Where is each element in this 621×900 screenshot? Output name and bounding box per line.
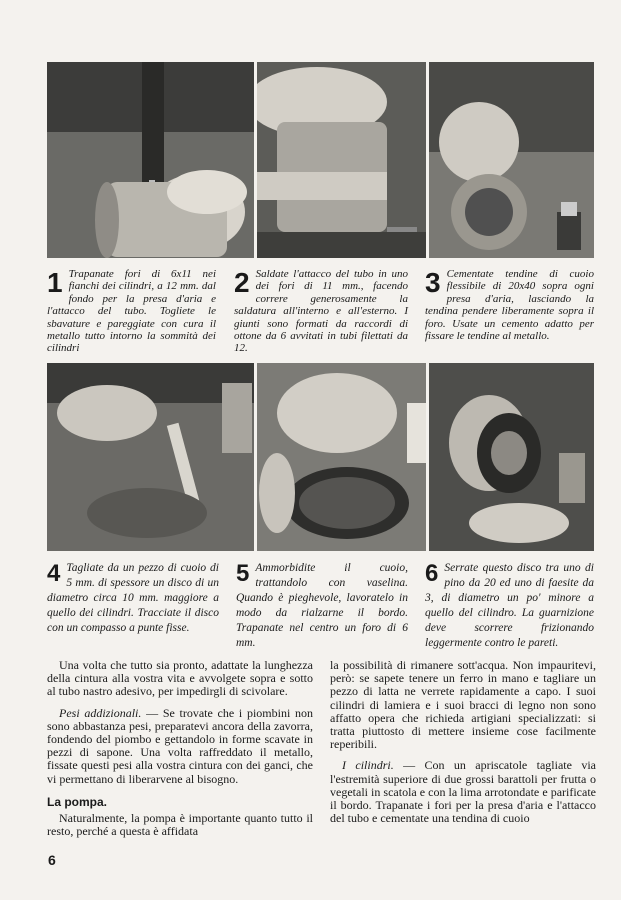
- photo-softening-leather: [257, 363, 426, 551]
- photo-cementing-flap: [429, 62, 594, 258]
- photo-tracing-disc: [47, 363, 254, 551]
- caption-step-5: [236, 561, 408, 651]
- paragraph: Una volta che tutto sia pronto, adattate la lunghezza della cintura alla vostra vita e avvolgete sopra e sotto al tubo nastro adesivo, per impedirgli di scivolare.: [47, 658, 313, 699]
- caption-text: Tagliate da un pezzo di cuoio di 5 mm. di spessore un disco di un diametro circa 10 mm. maggiore a quello dei cilindri. Tracciate il disco con un compasso a punte fisse.: [47, 562, 219, 634]
- section-heading: La pompa.: [47, 794, 108, 809]
- caption-step-1: [47, 268, 216, 355]
- step-number: 2: [234, 267, 250, 298]
- paragraph: la possibilità di rimanere sott'acqua. Non impauritevi, però: se sapete tenere un ferro in mano e tagliare un pezzo di latta ne verrete rapidamente a capo. I suoi cilindri di lamiera e i suoi bracci di legno non sono affatto opera che richieda artigiani specializzati: si tratta piuttosto di mettere insieme cose facilmente reperibili.: [330, 658, 596, 752]
- paragraph-text: — Se trovate che i piombini non sono abbastanza pesi, preparatevi ancora della zavorra, fondendo del piombo e gettandolo in forme scavate in pezzi di sapone. Una volta raffreddato il metallo, fissate questi pesi alla vostra cintura con dei ganci, che vi permettano di liberarvene al bisogno.: [47, 705, 314, 786]
- caption-text: Trapanate fori di 6x11 nei fianchi dei cilindri, a 12 mm. dal fondo per la presa d'aria e l'attacco del tubo. Togliete le sbavature e pareggiate con cura il metallo tutto intorno la sommità dei cilindri: [47, 268, 216, 355]
- step-number: 1: [47, 267, 63, 298]
- step-number: 5: [236, 560, 250, 587]
- body-column-left: [47, 659, 313, 846]
- body-column-right: [330, 659, 596, 833]
- caption-text: Ammorbidite il cuoio, trattandolo con vaselina. Quando è pieghevole, lavoratelo in modo da rialzarne il bordo. Trapanate nel centro un foro di 6 mm.: [236, 562, 408, 649]
- photo-drilling-cylinder: [47, 62, 254, 258]
- paragraph: Naturalmente, la pompa è importante quanto tutto il resto, perché a questa è affidata: [47, 811, 313, 839]
- caption-step-3: [425, 268, 594, 342]
- caption-step-4: [47, 561, 219, 636]
- photo-soldering-fitting: [257, 62, 426, 258]
- paragraph: [47, 707, 313, 786]
- caption-step-2: [234, 268, 408, 355]
- photo-clamping-disc: [429, 363, 594, 551]
- page-number: 6: [48, 852, 56, 868]
- subheading-weights: Pesi addizionali.: [59, 705, 142, 720]
- step-number: 3: [425, 267, 441, 298]
- step-number: 6: [425, 560, 439, 587]
- paragraph: [330, 759, 596, 825]
- caption-step-6: [425, 561, 594, 651]
- subheading-cylinders: I cilindri.: [342, 758, 394, 773]
- caption-text: Saldate l'attacco del tubo in uno dei fori di 11 mm., facendo correre generosamente la saldatura all'interno e all'esterno. I giunti sono formati da raccordi di ottone da 6 avvitati in tubi filettati da 12.: [234, 268, 408, 355]
- caption-text: Serrate questo disco tra uno di pino da 20 ed uno di faesite da 3, di diametro un po' minore a quello del cilindro. La guarnizione deve scorrere frizionando leggermente contro le pareti.: [425, 562, 594, 649]
- paragraph-text: — Con un apriscatole tagliate via l'estremità superiore di due grossi barattoli per frutta o vegetali in scatola e con la lima arrotondate e parificate il bordo. Trapanate i fori per la presa d'aria e l'attacco del tubo e cementate una tendina di cuoio: [330, 758, 597, 826]
- step-number: 4: [47, 560, 61, 587]
- caption-text: Cementate tendine di cuoio flessibile di 20x40 sopra ogni presa d'aria, lasciando la tendina pendere liberamente sopra il foro. Usate un cemento adatto per fissare le tendine al metallo.: [425, 268, 594, 343]
